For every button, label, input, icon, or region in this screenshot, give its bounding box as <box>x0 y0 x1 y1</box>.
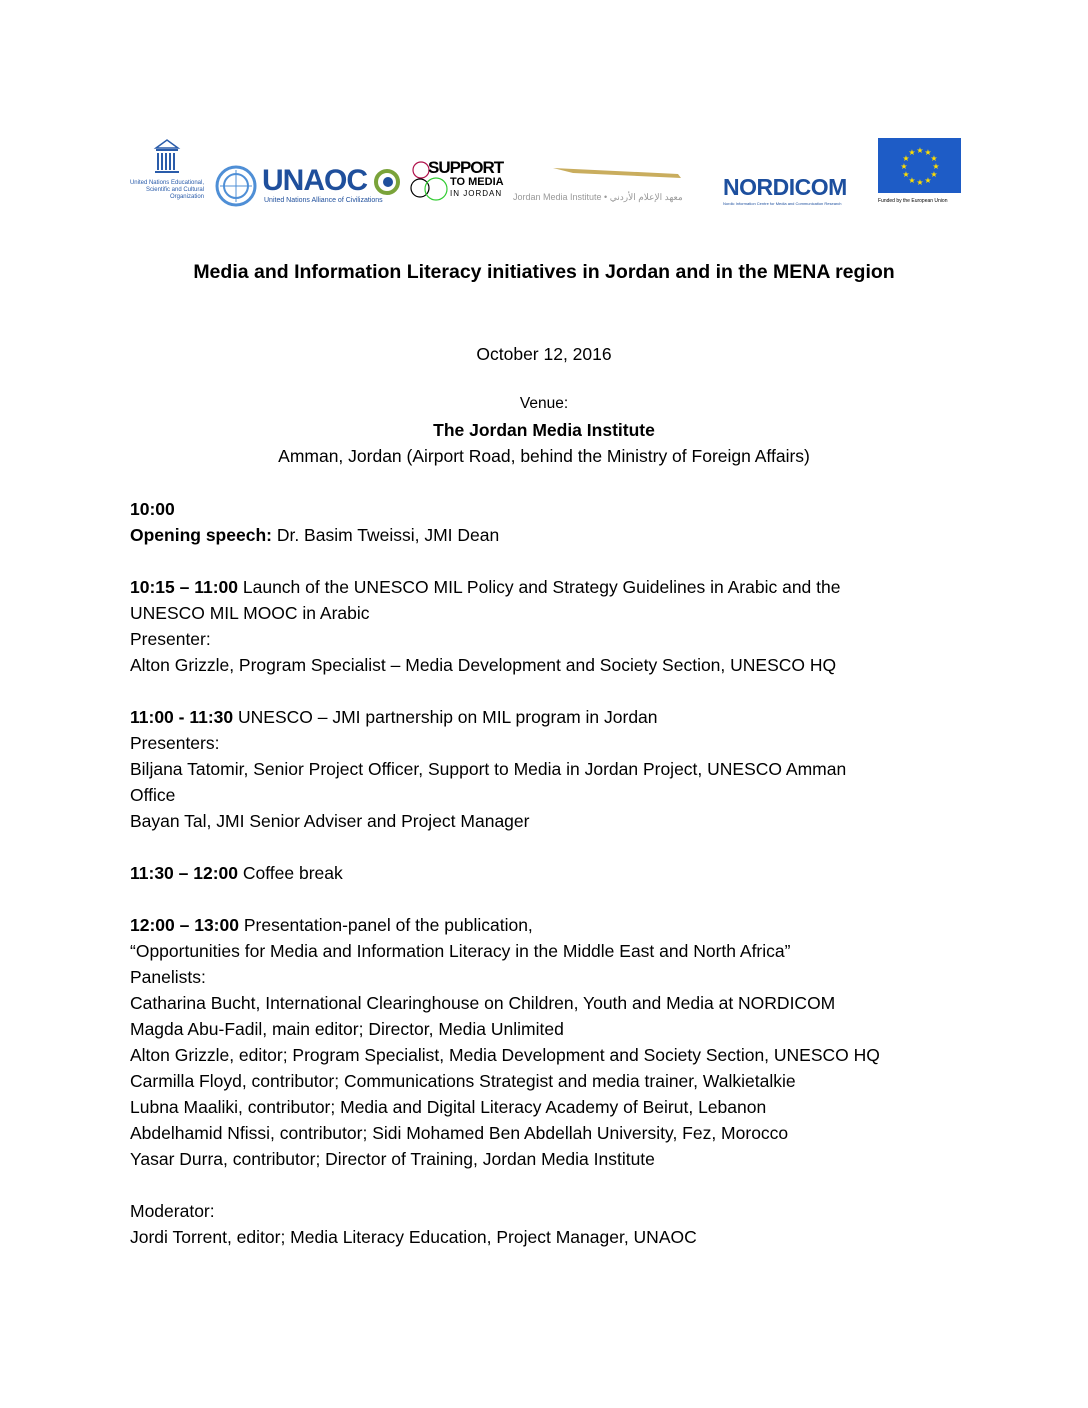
agenda-line <box>130 678 880 704</box>
agenda-line <box>130 730 880 756</box>
svg-text:★: ★ <box>908 176 916 185</box>
agenda-line <box>130 1146 880 1172</box>
agenda-line <box>130 1042 880 1068</box>
agenda-time-label: 10:00 <box>130 499 175 519</box>
agenda-text: Alton Grizzle, Program Specialist – Media Development and Society Section, UNESCO HQ <box>130 655 837 675</box>
agenda-line <box>130 1120 880 1146</box>
agenda-line <box>130 626 880 652</box>
agenda-line <box>130 990 880 1016</box>
partner-logos <box>128 136 963 211</box>
agenda-time-label: Opening speech: <box>130 525 272 545</box>
nordicom-logo <box>723 174 873 208</box>
eu-flag-icon <box>878 138 961 193</box>
agenda-line <box>130 1016 880 1042</box>
svg-text:★: ★ <box>932 162 940 171</box>
svg-text:★: ★ <box>900 162 908 171</box>
agenda-line <box>130 860 880 886</box>
eu-logo <box>878 138 961 208</box>
svg-text:★: ★ <box>916 178 924 187</box>
agenda-time-label: 11:30 – 12:00 <box>130 863 239 883</box>
agenda-text: Office <box>130 785 176 805</box>
agenda-line <box>130 1198 880 1224</box>
agenda-text: Dr. Basim Tweissi, JMI Dean <box>271 525 500 545</box>
venue-label: Venue: <box>519 395 569 412</box>
agenda-time-label: 10:15 – 11:00 <box>130 577 239 597</box>
agenda-line <box>130 886 880 912</box>
agenda-text: Lubna Maaliki, contributor; Media and Digital Literacy Academy of Beirut, Lebanon <box>130 1097 767 1117</box>
support-line1: SUPPORT <box>428 158 504 177</box>
unaoc-eye-icon <box>374 169 400 195</box>
agenda-text: Presenters: <box>130 733 220 753</box>
support-to-media-logo <box>410 160 505 202</box>
unaoc-wordmark: UNAOC <box>262 164 367 197</box>
agenda-line <box>130 1224 880 1250</box>
agenda-text: Alton Grizzle, editor; Program Specialist, Media Development and Society Section, UNESCO HQ <box>130 1045 880 1065</box>
unaoc-caption: United Nations Alliance of Civilizations <box>264 197 383 204</box>
agenda-text: Launch of the UNESCO MIL Policy and Strategy Guidelines in Arabic and the <box>238 577 841 597</box>
support-line3: IN JORDAN <box>450 189 503 198</box>
svg-text:★: ★ <box>924 148 932 157</box>
agenda-text: Yasar Durra, contributor; Director of Training, Jordan Media Institute <box>130 1149 655 1169</box>
agenda <box>130 496 880 1250</box>
jmi-caption: Jordan Media Institute • معهد الإعلام الأردني <box>513 192 683 202</box>
agenda-text: UNESCO MIL MOOC in Arabic <box>130 603 370 623</box>
agenda-time-label: 11:00 - 11:30 <box>130 707 234 727</box>
unesco-temple-icon <box>128 138 206 186</box>
nordicom-caption: Nordic Information Centre for Media and Communication Research <box>723 201 842 206</box>
svg-text:★: ★ <box>902 154 910 163</box>
event-date: October 12, 2016 <box>476 344 612 364</box>
agenda-text: Moderator: <box>130 1201 215 1221</box>
svg-text:★: ★ <box>908 148 916 157</box>
agenda-line <box>130 808 880 834</box>
agenda-line <box>130 1094 880 1120</box>
svg-text:★: ★ <box>930 170 938 179</box>
agenda-line <box>130 704 880 730</box>
nordicom-wordmark: NORDICOM <box>723 174 847 200</box>
reed-pen-icon <box>553 164 683 180</box>
agenda-text: Presentation-panel of the publication, <box>238 915 533 935</box>
agenda-line <box>130 600 880 626</box>
agenda-text: Carmilla Floyd, contributor; Communications Strategist and media trainer, Walkietalkie <box>130 1071 796 1091</box>
agenda-line <box>130 782 880 808</box>
un-emblem-icon <box>214 164 258 208</box>
agenda-text: Panelists: <box>130 967 206 987</box>
venue-name: The Jordan Media Institute <box>433 420 655 440</box>
agenda-line <box>130 496 880 522</box>
unesco-caption: United Nations Educational, Scientific and Cultural Organization <box>129 180 204 200</box>
agenda-text: Bayan Tal, JMI Senior Adviser and Project Manager <box>130 811 530 831</box>
agenda-line <box>130 1172 880 1198</box>
agenda-text: Magda Abu-Fadil, main editor; Director, Media Unlimited <box>130 1019 564 1039</box>
agenda-line <box>130 756 880 782</box>
agenda-text: Catharina Bucht, International Clearinghouse on Children, Youth and Media at NORDICOM <box>130 993 836 1013</box>
agenda-text: UNESCO – JMI partnership on MIL program in Jordan <box>233 707 658 727</box>
agenda-text: Abdelhamid Nfissi, contributor; Sidi Mohamed Ben Abdellah University, Fez, Morocco <box>130 1123 789 1143</box>
agenda-line <box>130 964 880 990</box>
svg-text:★: ★ <box>916 146 924 155</box>
agenda-time-label: 12:00 – 13:00 <box>130 915 239 935</box>
svg-text:★: ★ <box>902 170 910 179</box>
agenda-text: Coffee break <box>238 863 343 883</box>
agenda-line <box>130 834 880 860</box>
agenda-line <box>130 574 880 600</box>
agenda-line <box>130 912 880 938</box>
agenda-line <box>130 548 880 574</box>
document-title: Media and Information Literacy initiatives in Jordan and in the MENA region <box>193 261 895 283</box>
agenda-text: Biljana Tatomir, Senior Project Officer, Support to Media in Jordan Project, UNESCO Amman <box>130 759 847 779</box>
agenda-line <box>130 522 880 548</box>
support-line2: TO MEDIA <box>450 176 504 188</box>
agenda-line <box>130 938 880 964</box>
agenda-line <box>130 1068 880 1094</box>
jordan-media-institute-logo <box>513 164 723 206</box>
agenda-line <box>130 652 880 678</box>
agenda-text: Presenter: <box>130 629 211 649</box>
svg-text:★: ★ <box>930 154 938 163</box>
agenda-text: “Opportunities for Media and Information Literacy in the Middle East and North Africa” <box>130 941 791 961</box>
venue-address: Amman, Jordan (Airport Road, behind the Ministry of Foreign Affairs) <box>278 446 810 466</box>
svg-text:★: ★ <box>924 176 932 185</box>
agenda-text: Jordi Torrent, editor; Media Literacy Education, Project Manager, UNAOC <box>130 1227 697 1247</box>
eu-caption: Funded by the European Union <box>878 198 948 204</box>
unesco-logo <box>128 138 206 204</box>
unaoc-logo <box>214 164 404 208</box>
